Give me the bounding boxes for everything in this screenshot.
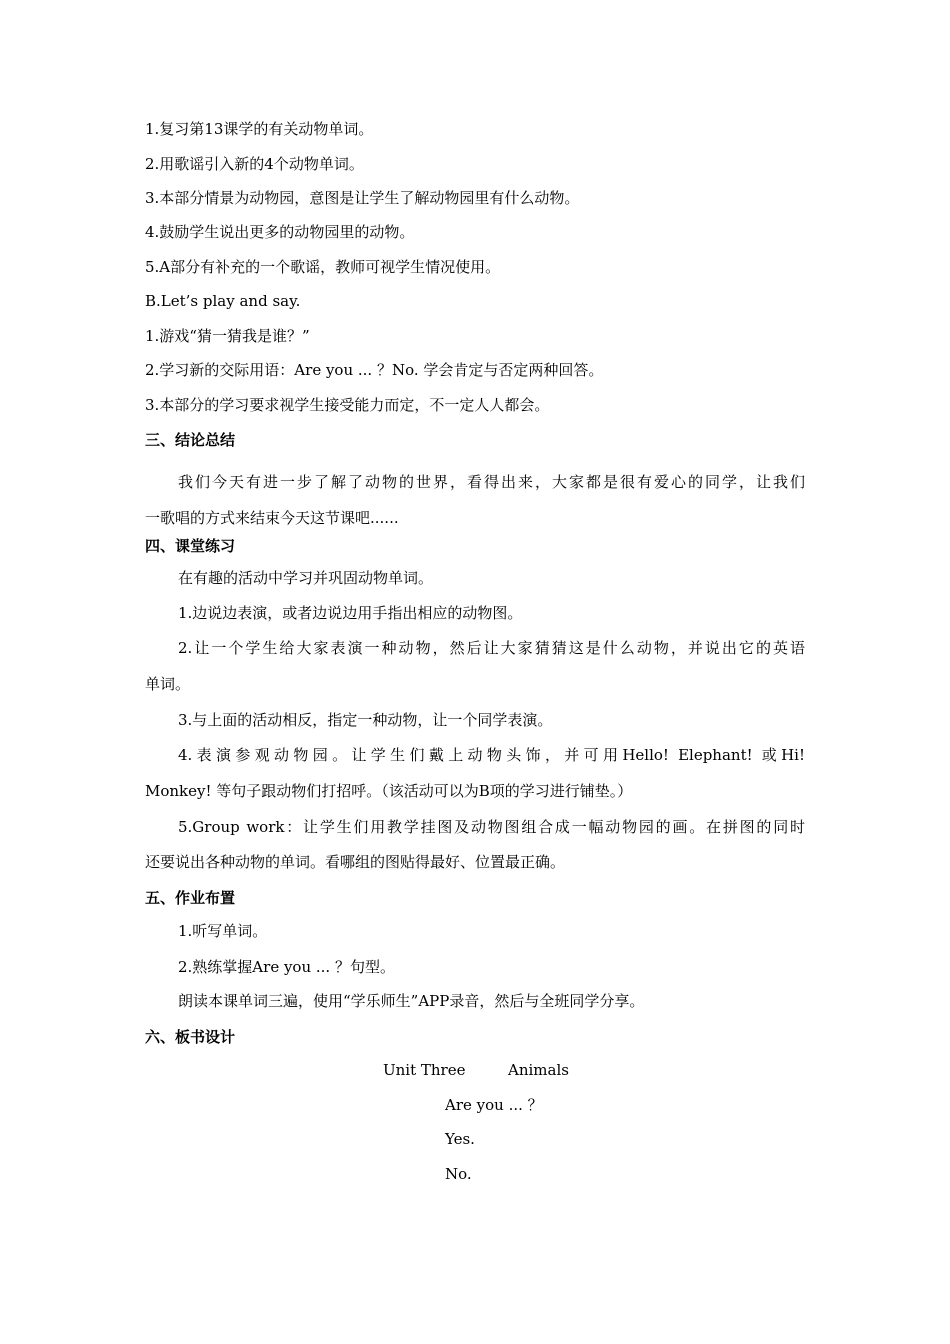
practice-intro: 在有趣的活动中学习并巩固动物单词。 (178, 569, 434, 587)
line-a4: 4.鼓励学生说出更多的动物园里的动物。 (145, 223, 415, 241)
line-b1: 1.游戏“猜一猜我是谁？” (145, 327, 310, 345)
homework-item-3: 朗读本课单词三遍，使用“学乐师生”APP录音，然后与全班同学分享。 (178, 992, 645, 1010)
line-b2: 2.学习新的交际用语：Are you ... ？No. 学会肯定与否定两种回答。 (145, 361, 604, 379)
practice-item-1: 1.边说边表演，或者边说边用手指出相应的动物图。 (178, 604, 523, 622)
line-b-title: B.Let’s play and say. (145, 292, 301, 310)
line-a2: 2.用歌谣引入新的4个动物单词。 (145, 155, 364, 173)
practice-item-5b: 还要说出各种动物的单词。看哪组的图贴得最好、位置最正确。 (145, 853, 566, 871)
practice-item-4a: 4.表演参观动物园。让学生们戴上动物头饰，并可用Hello! Elephant! 或Hi! (178, 746, 805, 764)
summary-p2: 一歌唱的方式来结束今天这节课吧...... (145, 509, 399, 527)
homework-heading: 五、作业布置 (145, 889, 236, 907)
line-b3: 3.本部分的学习要求视学生接受能力而定，不一定人人都会。 (145, 396, 550, 414)
board-question: Are you ... ？ (445, 1096, 543, 1114)
line-a1: 1.复习第13课学的有关动物单词。 (145, 120, 374, 138)
board-title: Animals (508, 1061, 569, 1079)
line-a5: 5.A部分有补充的一个歌谣，教师可视学生情况使用。 (145, 258, 501, 276)
line-a3: 3.本部分情景为动物园，意图是让学生了解动物园里有什么动物。 (145, 189, 580, 207)
board-yes: Yes. (445, 1130, 475, 1148)
homework-item-2: 2.熟练掌握Are you ... ？句型。 (178, 958, 395, 976)
summary-p1: 我们今天有进一步了解了动物的世界，看得出来，大家都是很有爱心的同学，让我们 (178, 473, 805, 491)
board-unit: Unit Three (383, 1061, 466, 1079)
board-heading: 六、板书设计 (145, 1028, 236, 1046)
practice-item-2b: 单词。 (145, 675, 191, 693)
practice-item-4b: Monkey! 等句子跟动物们打招呼。（该活动可以为B项的学习进行铺垫。） (145, 782, 633, 800)
practice-item-5a: 5.Group work：让学生们用教学挂图及动物图组合成一幅动物园的画。在拼图的同时 (178, 818, 805, 836)
practice-item-2a: 2.让一个学生给大家表演一种动物，然后让大家猜猜这是什么动物，并说出它的英语 (178, 639, 805, 657)
board-no: No. (445, 1165, 472, 1183)
summary-heading: 三、结论总结 (145, 431, 236, 449)
practice-item-3: 3.与上面的活动相反，指定一种动物，让一个同学表演。 (178, 711, 553, 729)
practice-heading: 四、课堂练习 (145, 537, 236, 555)
homework-item-1: 1.听写单词。 (178, 922, 268, 940)
